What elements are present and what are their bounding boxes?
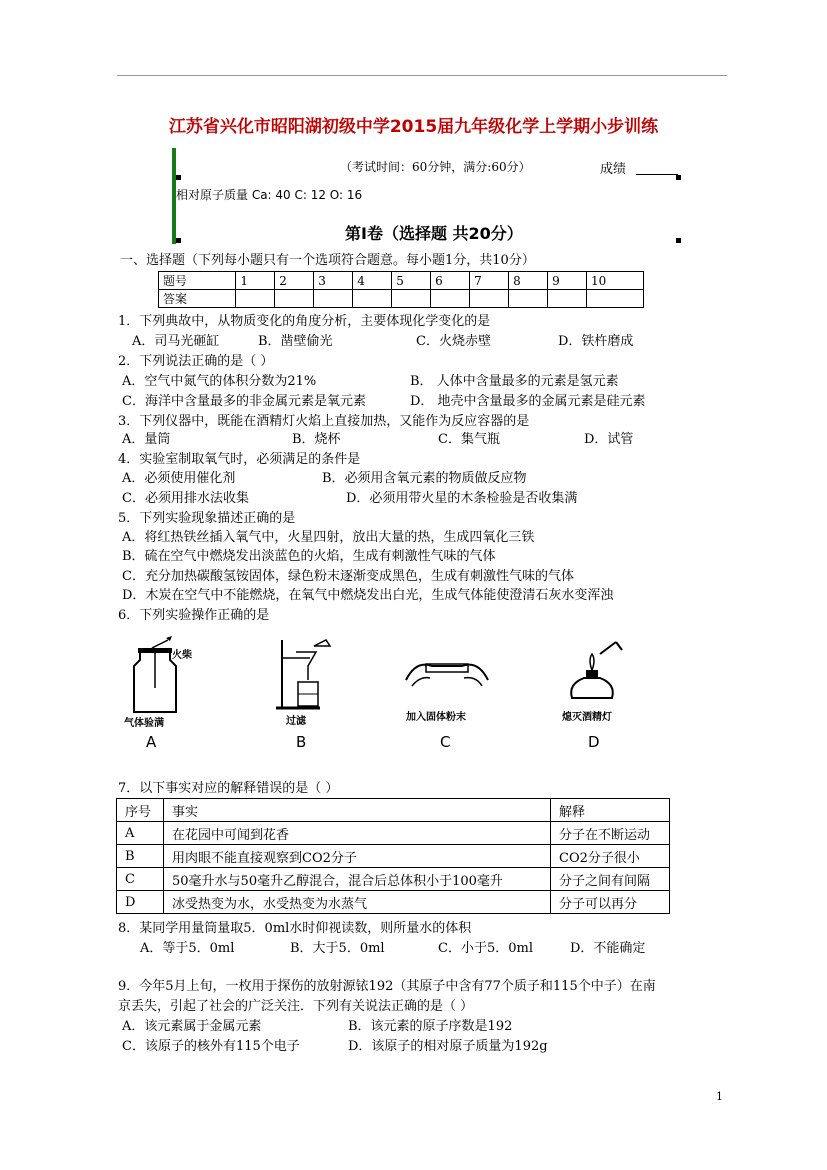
question-3: 3．下列仪器中，既能在酒精灯火焰上直接加热，又能作为反应容器的是 <box>118 414 530 429</box>
q5-option-c: C．充分加热碳酸氢铵固体，绿色粉末逐渐变成黑色，生成有刺激性气味的气体 <box>122 569 574 584</box>
q2-option-a: A．空气中氮气的体积分数为21% <box>122 374 317 389</box>
score-label: 成绩 <box>600 162 627 177</box>
q7-table <box>116 798 670 914</box>
figure-d-label: 熄灭酒精灯 <box>562 712 612 723</box>
table-cell: 9 <box>548 272 587 290</box>
q2-option-c: C．海洋中含量最多的非金属元素是氧元素 <box>122 394 366 409</box>
q9-option-c: C．该原子的核外有115个电子 <box>122 1039 300 1054</box>
table-cell: 7 <box>470 272 509 290</box>
atomic-mass: 相对原子质量 Ca: 40 C: 12 O: 16 <box>176 188 363 202</box>
q8-option-a: A．等于5．0ml <box>140 941 235 956</box>
table-cell: D <box>117 891 164 914</box>
q8-option-b: B．大于5．0ml <box>290 941 385 956</box>
q4-option-d: D．必须用带火星的木条检验是否收集满 <box>346 491 578 506</box>
table-header-cell: 解释 <box>551 799 670 822</box>
q3-option-d: D．试管 <box>584 432 634 447</box>
answer-cell[interactable] <box>548 290 587 308</box>
q4-option-b: B．必须用含氧元素的物质做反应物 <box>322 471 527 486</box>
table-row <box>117 845 670 868</box>
table-cell: 题号 <box>159 272 236 290</box>
table-cell: 10 <box>587 272 644 290</box>
figure-b-letter: B <box>296 733 307 751</box>
table-header-cell: 事实 <box>164 799 551 822</box>
table-cell: 分子之间有间隔 <box>551 868 670 891</box>
table-header-cell: 序号 <box>117 799 164 822</box>
q9-option-d: D．该原子的相对原子质量为192g <box>348 1039 548 1054</box>
figure-c-label: 加入固体粉末 <box>406 712 466 723</box>
table-cell: 8 <box>509 272 548 290</box>
q8-option-c: C．小于5．0ml <box>438 941 533 956</box>
table-cell: 5 <box>392 272 431 290</box>
answer-cell[interactable] <box>275 290 314 308</box>
question-9-line-2: 京丢失，引起了社会的广泛关注．下列有关说法正确的是（ ） <box>118 999 474 1014</box>
answer-cell[interactable] <box>353 290 392 308</box>
table-cell: 分子可以再分 <box>551 891 670 914</box>
table-row <box>117 822 670 845</box>
table-cell: 冰受热变为水，水受热变为水蒸气 <box>164 891 551 914</box>
scan-mark <box>176 238 181 243</box>
table-row <box>117 891 670 914</box>
q1-option-c: C．火烧赤壁 <box>416 334 491 349</box>
page-title: 江苏省兴化市昭阳湖初级中学2015届九年级化学上学期小步训练 <box>168 117 659 137</box>
question-6: 6．下列实验操作正确的是 <box>118 608 270 623</box>
table-cell: 3 <box>314 272 353 290</box>
section-heading: 一、选择题（下列每小题只有一个选项符合题意。每小题1分，共10分） <box>120 253 535 268</box>
filtration-figure <box>270 636 340 716</box>
answer-cell[interactable] <box>236 290 275 308</box>
table-cell: 4 <box>353 272 392 290</box>
table-row <box>117 868 670 891</box>
question-7: 7．以下事实对应的解释错误的是（ ） <box>118 781 339 796</box>
table-cell: CO2分子很小 <box>551 845 670 868</box>
header-rule <box>117 75 727 76</box>
score-blank <box>636 174 678 175</box>
page-number: 1 <box>716 1090 723 1103</box>
figure-a-label: 气体验满 <box>124 718 164 729</box>
q1-option-d: D．铁杵磨成 <box>558 334 634 349</box>
scan-mark <box>676 238 681 243</box>
question-9-line-1: 9．今年5月上旬，一枚用于探伤的放射源铱192（其原子中含有77个质子和115个中子）在南 <box>118 979 656 994</box>
add-solid-powder-figure <box>402 636 492 706</box>
q1-option-b: B．凿壁偷光 <box>258 334 333 349</box>
table-cell: 答案 <box>159 290 236 308</box>
q3-option-a: A．量筒 <box>122 432 171 447</box>
q3-option-c: C．集气瓶 <box>438 432 500 447</box>
table-cell: C <box>117 868 164 891</box>
q5-option-b: B．硫在空气中燃烧发出淡蓝色的火焰，生成有刺激性气味的气体 <box>122 549 496 564</box>
q2-option-d: D． 地壳中含量最多的金属元素是硅元素 <box>410 394 646 409</box>
question-2: 2．下列说法正确的是（ ） <box>118 354 274 369</box>
question-5: 5．下列实验现象描述正确的是 <box>118 511 296 526</box>
question-4: 4．实验室制取氧气时，必须满足的条件是 <box>118 452 361 467</box>
q5-option-a: A．将红热铁丝插入氧气中，火星四射，放出大量的热，生成四氧化三铁 <box>122 530 535 545</box>
answer-table-header <box>159 272 644 290</box>
figure-a-letter: A <box>146 733 157 751</box>
table-cell: 分子在不断运动 <box>551 822 670 845</box>
answer-table-row <box>159 290 644 308</box>
q8-option-d: D．不能确定 <box>570 941 646 956</box>
answer-cell[interactable] <box>314 290 353 308</box>
table-cell: 1 <box>236 272 275 290</box>
q2-option-b: B． 人体中含量最多的元素是氢元素 <box>410 374 619 389</box>
answer-cell[interactable] <box>470 290 509 308</box>
answer-cell[interactable] <box>509 290 548 308</box>
table-cell: 2 <box>275 272 314 290</box>
answer-cell[interactable] <box>431 290 470 308</box>
scan-mark <box>676 175 681 180</box>
table-cell: 50毫升水与50毫升乙醇混合，混合后总体积小于100毫升 <box>164 868 551 891</box>
alcohol-lamp-figure <box>560 636 630 706</box>
figure-a-note: 火柴 <box>172 650 192 661</box>
q4-option-a: A．必须使用催化剂 <box>122 471 236 486</box>
figure-b-label: 过滤 <box>286 716 306 727</box>
q9-option-a: A．该元素属于金属元素 <box>122 1019 262 1034</box>
table-cell: A <box>117 822 164 845</box>
table-cell: B <box>117 845 164 868</box>
figure-d-letter: D <box>588 733 600 751</box>
q1-option-a: A．司马光砸缸 <box>132 334 220 349</box>
answer-table <box>158 271 644 308</box>
scan-mark <box>176 175 181 180</box>
answer-cell[interactable] <box>392 290 431 308</box>
question-8: 8．某同学用量筒量取5．0ml水时仰视读数，则所量水的体积 <box>118 921 472 936</box>
exam-time-score: （考试时间：60分钟，满分:60分） <box>340 160 531 174</box>
q3-option-b: B．烧杯 <box>292 432 341 447</box>
volume-title: 第Ⅰ卷（选择题 共20分） <box>345 224 523 243</box>
q5-option-d: D．木炭在空气中不能燃烧，在氧气中燃烧发出白光，生成气体能使澄清石灰水变浑浊 <box>122 588 614 603</box>
table-cell: 用肉眼不能直接观察到CO2分子 <box>164 845 551 868</box>
q4-option-c: C．必须用排水法收集 <box>122 491 249 506</box>
table-cell: 6 <box>431 272 470 290</box>
table-header-row <box>117 799 670 822</box>
q9-option-b: B．该元素的原子序数是192 <box>348 1019 513 1034</box>
answer-cell[interactable] <box>587 290 644 308</box>
table-cell: 在花园中可闻到花香 <box>164 822 551 845</box>
question-1: 1．下列典故中，从物质变化的角度分析，主要体现化学变化的是 <box>118 314 491 329</box>
figure-c-letter: C <box>440 733 451 751</box>
